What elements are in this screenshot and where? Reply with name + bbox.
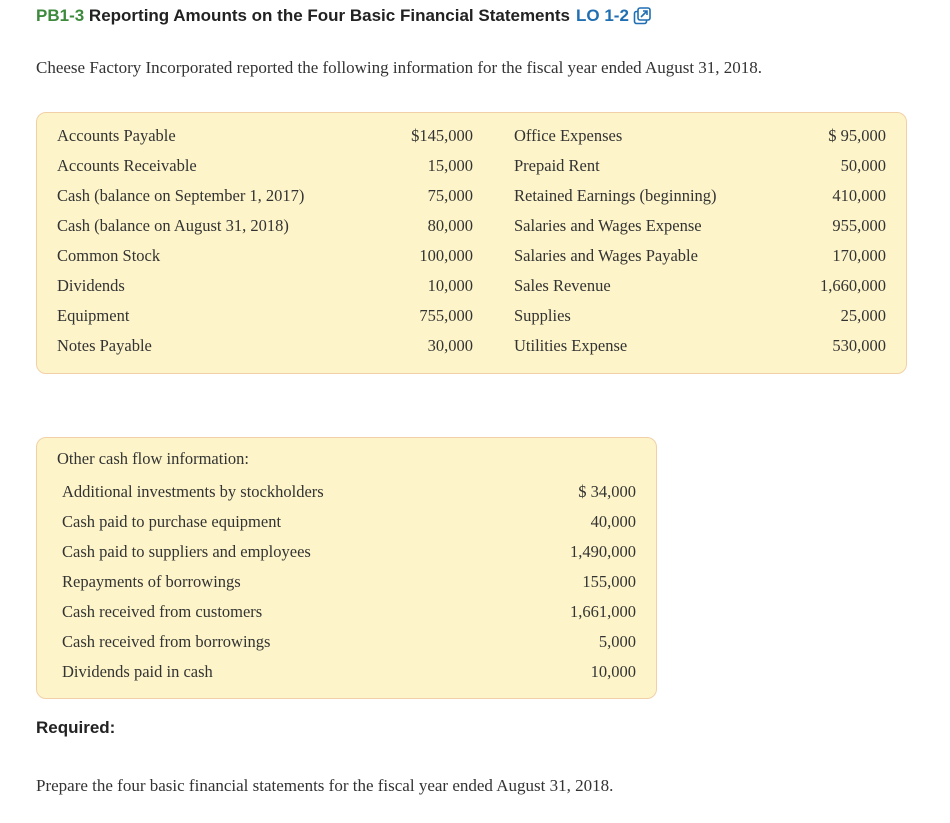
account-value: 955,000 xyxy=(832,216,886,235)
table-row xyxy=(37,657,656,687)
table-row xyxy=(37,597,656,627)
table-row xyxy=(37,331,906,361)
cash-flow-label: Cash received from borrowings xyxy=(62,632,271,651)
table-row xyxy=(37,241,906,271)
account-label: Sales Revenue xyxy=(514,276,611,295)
account-label: Cash (balance on September 1, 2017) xyxy=(57,186,305,205)
account-label: Salaries and Wages Payable xyxy=(514,246,698,265)
account-value: 1,660,000 xyxy=(820,276,886,295)
account-value: 100,000 xyxy=(419,246,473,265)
table-row xyxy=(37,301,906,331)
cash-flow-value: 40,000 xyxy=(590,512,636,531)
lo-link[interactable]: LO 1-2 xyxy=(576,6,629,25)
table-row xyxy=(37,567,656,597)
account-value: 25,000 xyxy=(840,306,886,325)
table-row xyxy=(37,627,656,657)
cash-flow-table xyxy=(36,437,657,699)
account-value: 530,000 xyxy=(832,336,886,355)
cash-flow-label: Repayments of borrowings xyxy=(62,572,241,591)
table-row xyxy=(37,151,906,181)
cash-flow-value: 1,490,000 xyxy=(570,542,636,561)
account-value: 10,000 xyxy=(427,276,473,295)
cash-flow-label: Cash paid to suppliers and employees xyxy=(62,542,311,561)
problem-header xyxy=(36,4,651,28)
cash-flow-label: Additional investments by stockholders xyxy=(62,482,324,501)
account-label: Equipment xyxy=(57,306,130,325)
account-value: 50,000 xyxy=(840,156,886,175)
intro-text: Cheese Factory Incorporated reported the following information for the fiscal year ended August 31, 2018. xyxy=(36,58,763,77)
account-balances-table xyxy=(36,112,907,374)
cash-flow-label: Cash received from customers xyxy=(62,602,263,621)
account-label: Cash (balance on August 31, 2018) xyxy=(57,216,289,235)
account-label: Common Stock xyxy=(57,246,161,265)
table-row xyxy=(37,507,656,537)
problem-number: PB1-3 xyxy=(36,6,85,25)
table-row xyxy=(37,477,656,507)
external-link-icon[interactable] xyxy=(633,7,651,25)
account-label: Office Expenses xyxy=(514,126,623,145)
account-label: Accounts Payable xyxy=(57,126,176,145)
table-row xyxy=(37,181,906,211)
account-value: 30,000 xyxy=(427,336,473,355)
cash-flow-value: $ 34,000 xyxy=(578,482,636,501)
table-row xyxy=(37,121,906,151)
account-value: $ 95,000 xyxy=(828,126,886,145)
account-value: $145,000 xyxy=(411,126,473,145)
account-label: Utilities Expense xyxy=(514,336,628,355)
cash-flow-value: 10,000 xyxy=(590,662,636,681)
account-label: Retained Earnings (beginning) xyxy=(514,186,717,205)
account-label: Notes Payable xyxy=(57,336,152,355)
cash-flow-value: 1,661,000 xyxy=(570,602,636,621)
account-label: Prepaid Rent xyxy=(514,156,600,175)
cash-flow-value: 155,000 xyxy=(582,572,636,591)
problem-title: Reporting Amounts on the Four Basic Financial Statements xyxy=(88,6,571,25)
cash-flow-heading: Other cash flow information: xyxy=(57,449,249,468)
table-row xyxy=(37,271,906,301)
account-value: 410,000 xyxy=(832,186,886,205)
account-label: Dividends xyxy=(57,276,125,295)
account-label: Accounts Receivable xyxy=(57,156,197,175)
account-value: 80,000 xyxy=(427,216,473,235)
account-value: 75,000 xyxy=(427,186,473,205)
account-label: Salaries and Wages Expense xyxy=(514,216,702,235)
cash-flow-label: Dividends paid in cash xyxy=(62,662,213,681)
account-value: 15,000 xyxy=(427,156,473,175)
table-row xyxy=(37,537,656,567)
table-row xyxy=(37,211,906,241)
cash-flow-label: Cash paid to purchase equipment xyxy=(62,512,282,531)
required-heading: Required: xyxy=(36,718,116,737)
account-value: 170,000 xyxy=(832,246,886,265)
task-text: Prepare the four basic financial statements for the fiscal year ended August 31, 2018. xyxy=(36,776,614,795)
cash-flow-value: 5,000 xyxy=(598,632,636,651)
account-value: 755,000 xyxy=(419,306,473,325)
account-label: Supplies xyxy=(514,306,571,325)
